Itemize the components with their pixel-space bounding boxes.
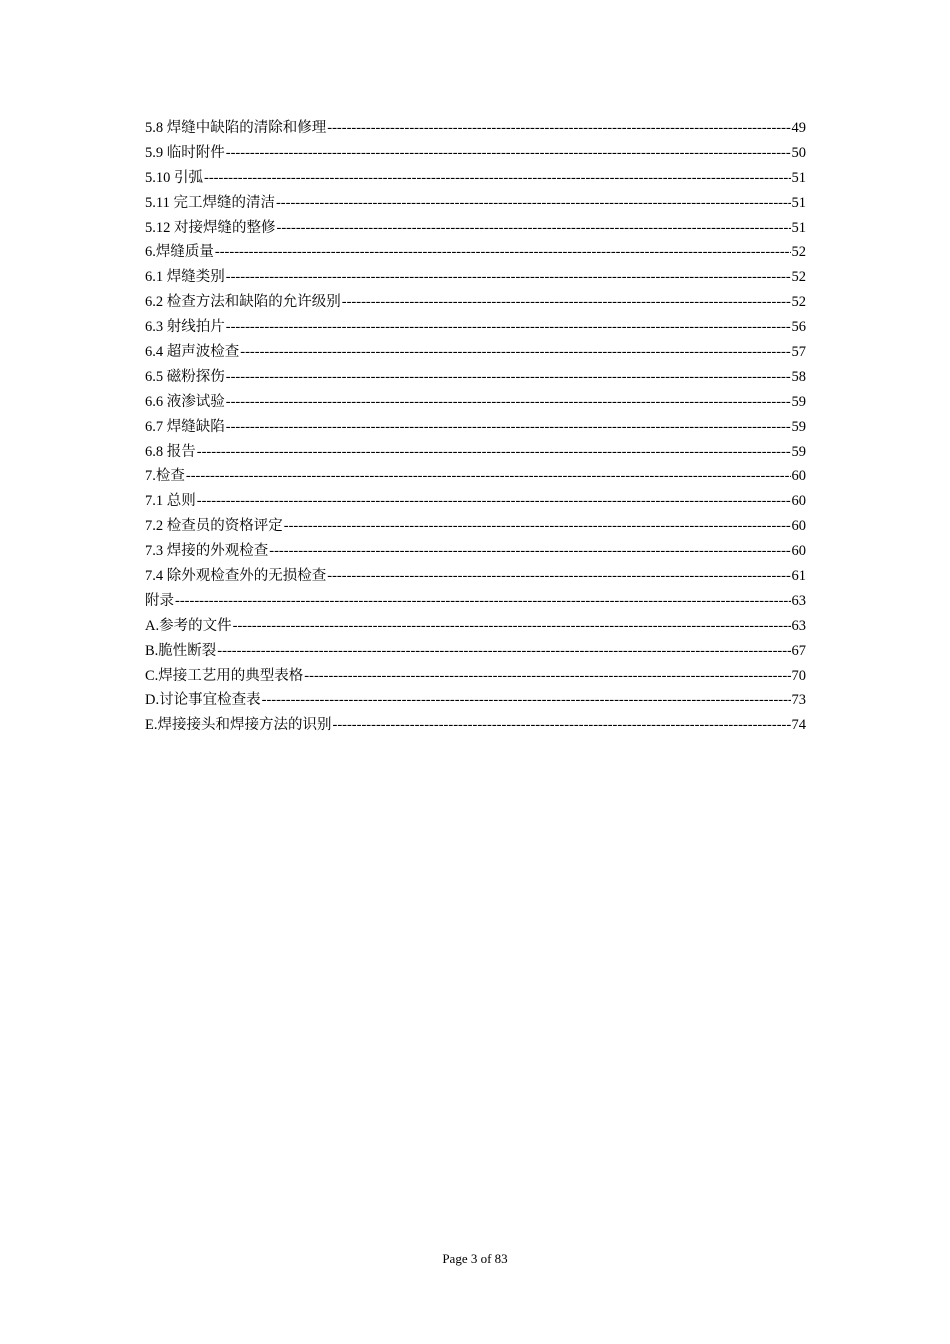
toc-entry[interactable] <box>145 415 806 440</box>
toc-entry[interactable] <box>145 315 806 340</box>
toc-entry-page-number: 60 <box>791 518 806 535</box>
toc-entry[interactable] <box>145 489 806 514</box>
toc-entry-page-number: 63 <box>791 592 806 609</box>
toc-entry-title: 6.6 液渗试验 <box>145 393 225 410</box>
toc-dot-leader <box>217 639 790 664</box>
toc-entry-page-number: 63 <box>791 617 806 634</box>
toc-dot-leader <box>175 589 791 614</box>
toc-entry-page-number: 60 <box>791 493 806 510</box>
toc-entry-title: 7.4 除外观检查外的无损检查 <box>145 568 327 585</box>
toc-entry-title: 6.2 检查方法和缺陷的允许级别 <box>145 294 341 311</box>
toc-entry-page-number: 56 <box>791 319 806 336</box>
toc-dot-leader <box>226 265 791 290</box>
toc-dot-leader <box>327 564 790 589</box>
toc-entry-page-number: 51 <box>791 194 806 211</box>
toc-dot-leader <box>226 365 791 390</box>
toc-entry[interactable] <box>145 365 806 390</box>
toc-entry-title: 6.7 焊缝缺陷 <box>145 418 225 435</box>
toc-entry-page-number: 59 <box>791 443 806 460</box>
toc-entry[interactable] <box>145 340 806 365</box>
toc-entry-title: 7.3 焊接的外观检查 <box>145 543 269 560</box>
toc-entry-title: B.脆性断裂 <box>145 642 217 659</box>
toc-entry[interactable] <box>145 141 806 166</box>
toc-dot-leader <box>197 440 791 465</box>
toc-entry[interactable] <box>145 464 806 489</box>
toc-entry[interactable] <box>145 713 806 738</box>
toc-entry[interactable] <box>145 240 806 265</box>
toc-dot-leader <box>215 240 791 265</box>
toc-entry-title: 7.1 总则 <box>145 493 196 510</box>
toc-dot-leader <box>186 464 791 489</box>
toc-entry[interactable] <box>145 664 806 689</box>
page-footer <box>0 1251 950 1267</box>
toc-dot-leader <box>276 191 791 216</box>
toc-entry-title: 5.12 对接焊缝的整修 <box>145 219 276 236</box>
toc-entry-title: 7.检查 <box>145 468 185 485</box>
toc-entry[interactable] <box>145 116 806 141</box>
toc-dot-leader <box>240 340 790 365</box>
toc-entry[interactable] <box>145 166 806 191</box>
toc-entry[interactable] <box>145 290 806 315</box>
toc-entry-page-number: 51 <box>791 169 806 186</box>
toc-entry-page-number: 70 <box>791 667 806 684</box>
toc-entry-page-number: 52 <box>791 294 806 311</box>
toc-entry-title: 5.9 临时附件 <box>145 144 225 161</box>
toc-entry-page-number: 49 <box>791 120 806 136</box>
toc-entry-title: 6.1 焊缝类别 <box>145 269 225 286</box>
toc-entry-title: D.讨论事宜检查表 <box>145 692 261 709</box>
toc-dot-leader <box>332 713 790 738</box>
toc-entry[interactable] <box>145 514 806 539</box>
toc-entry-page-number: 73 <box>791 692 806 709</box>
toc-entry[interactable] <box>145 564 806 589</box>
toc-dot-leader <box>342 290 791 315</box>
toc-entry[interactable] <box>145 216 806 241</box>
toc-dot-leader <box>269 539 790 564</box>
toc-entry[interactable] <box>145 390 806 415</box>
toc-entry-title: 附录 <box>145 592 174 609</box>
toc-entry-page-number: 60 <box>791 543 806 560</box>
toc-dot-leader <box>226 390 791 415</box>
toc-entry[interactable] <box>145 589 806 614</box>
toc-dot-leader <box>304 664 790 689</box>
toc-entry-page-number: 52 <box>791 244 806 261</box>
toc-dot-leader <box>226 415 791 440</box>
toc-dot-leader <box>204 166 791 191</box>
toc-entry-title: 5.11 完工焊缝的清洁 <box>145 194 275 211</box>
toc-entry-page-number: 61 <box>791 568 806 585</box>
toc-entry-title: A.参考的文件 <box>145 617 232 634</box>
toc-entry-page-number: 58 <box>791 368 806 385</box>
toc-entry-page-number: 52 <box>791 269 806 286</box>
toc-entry[interactable] <box>145 539 806 564</box>
toc-dot-leader <box>277 216 791 241</box>
toc-entry-title: 5.10 引弧 <box>145 169 203 186</box>
toc-entry[interactable] <box>145 639 806 664</box>
toc-entry[interactable] <box>145 440 806 465</box>
toc-entry-title: C.焊接工艺用的典型表格 <box>145 667 304 684</box>
toc-entry-title: 5.8 焊缝中缺陷的清除和修理 <box>145 120 327 136</box>
toc-entry[interactable] <box>145 614 806 639</box>
toc-entry-title: 6.焊缝质量 <box>145 244 214 261</box>
toc-dot-leader <box>197 489 791 514</box>
toc-entry-title: 6.4 超声波检查 <box>145 344 240 361</box>
toc-entry[interactable] <box>145 265 806 290</box>
toc-dot-leader <box>327 116 790 141</box>
page-number-label: Page 3 of 83 <box>442 1251 508 1266</box>
toc-dot-leader <box>233 614 791 639</box>
toc-dot-leader <box>226 141 791 166</box>
toc-entry-page-number: 59 <box>791 418 806 435</box>
toc-dot-leader <box>262 688 791 713</box>
toc-entry-page-number: 50 <box>791 144 806 161</box>
toc-entry-page-number: 51 <box>791 219 806 236</box>
toc-entry-page-number: 60 <box>791 468 806 485</box>
toc-entry-page-number: 67 <box>791 642 806 659</box>
toc-entry-title: E.焊接接头和焊接方法的识别 <box>145 717 332 734</box>
toc-entry[interactable] <box>145 688 806 713</box>
toc-entry-title: 6.5 磁粉探伤 <box>145 368 225 385</box>
toc-entry-page-number: 59 <box>791 393 806 410</box>
toc-dot-leader <box>226 315 791 340</box>
toc-entry-page-number: 57 <box>791 344 806 361</box>
toc-entry-title: 6.3 射线拍片 <box>145 319 225 336</box>
toc-entry-title: 7.2 检查员的资格评定 <box>145 518 283 535</box>
toc-entry-page-number: 74 <box>791 717 806 734</box>
toc-dot-leader <box>284 514 791 539</box>
table-of-contents <box>145 116 806 738</box>
toc-entry[interactable] <box>145 191 806 216</box>
toc-entry-title: 6.8 报告 <box>145 443 196 460</box>
